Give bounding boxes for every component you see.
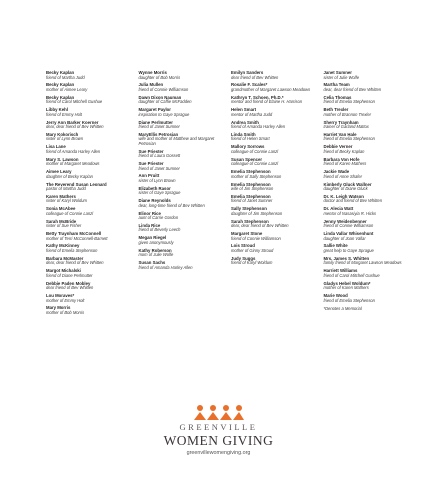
- honoree-relation: mentor and friend of Elaine H. Harrison: [231, 99, 302, 105]
- honoree-entry: [324, 269, 413, 278]
- honoree-entry: [139, 249, 228, 258]
- honoree-relation: sister of Julie Wolfe: [323, 74, 359, 80]
- honoree-relation: mother of Ginny Stroud: [231, 247, 274, 253]
- honoree-relation: mentor of Nasasiyia R. Hicks: [323, 210, 377, 216]
- honoree-relation: doctor and friend of Bev Whitten: [323, 198, 382, 204]
- honoree-relation: wife of Jim Stephenson: [231, 186, 274, 192]
- honoree-relation: colleague of Connie Lanzl: [46, 210, 94, 216]
- honoree-name: Linda Rice: [138, 222, 161, 228]
- column-3: [231, 71, 324, 319]
- honoree-entry: [139, 187, 228, 196]
- honoree-relation: wife and mother of Matthew and Margaret Petrosian: [138, 136, 215, 146]
- honoree-relation: great help to Gaye Sprague: [323, 247, 374, 253]
- honoree-entry: [324, 133, 413, 142]
- honoree-name: Jackie Wade: [323, 169, 350, 175]
- honoree-entry: [46, 83, 135, 92]
- honoree-entry: [139, 96, 228, 105]
- honoree-name: Margaret Paylor: [138, 107, 171, 113]
- honoree-relation: friend of Amanda Harley Allen: [46, 148, 101, 154]
- honoree-relation: friend of Laura Gossett: [138, 153, 181, 159]
- honoree-name: Diane Reynolds: [138, 198, 171, 204]
- honoree-entry: [46, 195, 135, 204]
- honoree-name: Mallory Sorrows: [231, 144, 265, 150]
- honoree-relation: friend of Emelia Stephenson: [323, 297, 375, 303]
- honoree-relation: given anonymously: [138, 239, 174, 245]
- honoree-relation: friend of Emelia Stephenson: [46, 247, 98, 253]
- honoree-entry: [231, 257, 320, 266]
- honoree-name: Susan Spencer: [231, 156, 263, 162]
- honoree-name: Martha Team: [323, 82, 350, 88]
- honoree-name: Aimee Leary: [46, 169, 72, 175]
- honoree-name: Sarah McBride: [46, 218, 77, 224]
- column-1: [46, 71, 139, 319]
- honoree-entry: [46, 96, 135, 105]
- honoree-name: Emilyn Sanders: [231, 70, 264, 75]
- honoree-entry: [231, 71, 320, 80]
- honoree-name: Harriet Van Hale: [323, 131, 357, 137]
- honoree-name: Margot Michalski: [46, 268, 81, 274]
- honoree-name: The Reverend Susan Leonard: [46, 181, 107, 187]
- honoree-name: Libby Kehl: [46, 107, 68, 113]
- honoree-entry: [139, 71, 228, 80]
- honoree-entry: [231, 207, 320, 216]
- honoree-entry: [324, 96, 413, 105]
- honoree-relation: inspiration to Gaye Sprague: [138, 111, 190, 117]
- honoree-name: Susan Sachs: [138, 260, 166, 266]
- honoree-relation: sister of Lynn Brown: [46, 136, 84, 142]
- logo-figures-icon: [194, 404, 244, 420]
- honoree-relation: mother of Bob Morris: [46, 309, 85, 315]
- honoree-entry: [46, 207, 135, 216]
- honoree-entry: [46, 108, 135, 117]
- honoree-name: Jenny Weidenbenner: [323, 218, 367, 224]
- honoree-entry: [231, 133, 320, 142]
- honoree-relation: colleague of Connie Lanzl: [231, 148, 279, 154]
- honoree-name: Linda Vallar Whisenhunt: [323, 231, 374, 237]
- honoree-name: Emelia Stephenson: [231, 181, 271, 187]
- honoree-entry: [231, 121, 320, 130]
- honoree-entry: [139, 224, 228, 233]
- honoree-entry: [46, 121, 135, 130]
- honoree-relation: friend of Carol Mitchell Gushue: [46, 99, 103, 105]
- honoree-relation: trainer of Garland Mattox: [323, 124, 369, 130]
- honoree-name: Debbie Verner: [323, 144, 353, 150]
- honoree-relation: friend of Janet Sumner: [138, 124, 180, 130]
- honoree-relation: mother of Karen Mathers: [323, 285, 369, 291]
- honoree-relation: daughter of Joan Vallar: [323, 235, 366, 241]
- honoree-relation: friend of Janet Sumner: [231, 198, 273, 204]
- honoree-entry: [231, 83, 320, 92]
- honoree-relation: daughter of Jim Stephenson: [231, 210, 283, 216]
- logo-url: greenvillewomengiving.org: [186, 450, 251, 456]
- honoree-name: Kathy Roberson: [138, 247, 172, 253]
- honoree-relation: mother of Margaret Meadows: [46, 161, 100, 167]
- honoree-entry: [324, 145, 413, 154]
- honoree-entry: [324, 170, 413, 179]
- honoree-name: Lois Stroud: [231, 243, 255, 249]
- honoree-entry: [46, 170, 135, 179]
- honoree-relation: colleague of Connie Lanzl: [231, 161, 279, 167]
- honoree-name: Helen Smart: [231, 107, 257, 113]
- honoree-entry: [231, 244, 320, 253]
- honoree-entry: [139, 174, 228, 183]
- honoree-name: Ann Pruitt: [138, 173, 160, 179]
- honoree-entry: [139, 150, 228, 159]
- honoree-entry: [139, 83, 228, 92]
- honoree-entry: [46, 269, 135, 278]
- honoree-entry: [324, 294, 413, 303]
- honoree-name: Janet Sumner: [323, 70, 352, 75]
- honoree-entry: [324, 121, 413, 130]
- honoree-name: Julia Mullen: [138, 82, 164, 88]
- honoree-name: Sue Priester: [138, 148, 164, 154]
- honoree-relation: mother of Sally Stephenson: [231, 173, 282, 179]
- honoree-relation: dear, dear friend of Bev Whitten: [46, 124, 104, 130]
- honoree-entry: [324, 207, 413, 216]
- honoree-name: Mary Morris: [46, 305, 71, 311]
- honoree-relation: friend of Emmy Holt: [46, 111, 82, 117]
- honoree-relation: friend of Amanda Harley Allen: [138, 264, 193, 270]
- honoree-name: Becky Kaplan: [46, 94, 75, 100]
- honoree-relation: friend of Martha Judd: [46, 74, 85, 80]
- honoree-name: Beth Trexler: [323, 107, 349, 113]
- honoree-relation: friend of Connie Williamson: [138, 86, 189, 92]
- honoree-entry: [324, 244, 413, 253]
- honoree-entry: [324, 220, 413, 229]
- honoree-entry: [231, 96, 320, 105]
- honoree-name: Gladys Hebel Woldum*: [323, 280, 371, 286]
- honoree-entry: [231, 232, 320, 241]
- honoree-name: Dr. Alecia Watt: [323, 206, 354, 212]
- honoree-relation: daughter of Caffie McFadden: [138, 99, 192, 105]
- memorial-footnote: *Denotes a Memorial: [323, 306, 362, 312]
- honoree-relation: pastor of Martha Judd: [46, 186, 86, 192]
- logo-line-2: WOMEN GIVING: [163, 433, 274, 448]
- honoree-entry: [324, 158, 413, 167]
- honoree-relation: daughter of Bob Morris: [138, 74, 181, 80]
- honoree-entry: [139, 212, 228, 221]
- honoree-entry: [46, 220, 135, 229]
- honoree-relation: dear, dear friend of Bev Whitten: [46, 260, 104, 266]
- honoree-entry: [231, 195, 320, 204]
- honoree-entry: [139, 133, 228, 146]
- honoree-relation: friend of Connie Williamson: [231, 235, 281, 241]
- honoree-name: Debbie Paden Mobley: [46, 280, 91, 286]
- honoree-entry: [46, 183, 135, 192]
- honoree-name: Betty Traynham McConnell: [46, 231, 102, 237]
- column-2: [139, 71, 232, 319]
- honoree-name: Sallie White: [323, 243, 348, 249]
- honoree-entry: [46, 158, 135, 167]
- honoree-entry: [46, 306, 135, 315]
- honoree-relation: friend of Janet Sumner: [138, 165, 180, 171]
- honoree-name: MaryEllis Petrosian: [138, 131, 179, 137]
- honoree-name: Judy Suggs: [231, 255, 256, 261]
- honoree-relation: friend of Karyl Woldum: [231, 260, 273, 266]
- honoree-entry: [46, 232, 135, 241]
- honoree-relation: dear friend of Bev Whitten: [231, 74, 279, 80]
- honoree-entry: [231, 183, 320, 192]
- honoree-relation: sister of Karyl Woldum: [46, 198, 87, 204]
- honoree-relation: grandmother of Margaret Lawson Meadows: [231, 86, 311, 92]
- logo-line-1: GREENVILLE: [179, 422, 258, 432]
- honoree-entry: [231, 108, 320, 117]
- honoree-entry: [324, 183, 413, 192]
- honoree-name: Becky Kaplan: [46, 82, 75, 88]
- honoree-name: Linda Smith: [231, 131, 256, 137]
- honoree-entry: [46, 133, 135, 142]
- greenville-women-giving-logo: [0, 404, 437, 456]
- honoree-entry: [46, 294, 135, 303]
- honoree-name: Mrs. James S. Whitten: [323, 255, 370, 261]
- honoree-relation: mentor of Martha Judd: [231, 111, 273, 117]
- honoree-name: Barbara Von Hofe: [323, 156, 360, 162]
- honoree-entry: [324, 257, 413, 266]
- honoree-name: Elizabeth Rasor: [138, 185, 171, 191]
- honoree-entry: [139, 261, 228, 270]
- honoree-relation: dear, dear friend of Bev Whitten: [323, 86, 382, 92]
- honoree-relation: friend of Beverly Leech: [138, 227, 181, 233]
- honoree-entry: [324, 195, 413, 204]
- honoree-name: Emelia Stephenson: [231, 169, 271, 175]
- honoree-relation: sister of Lynn Brown: [138, 177, 176, 183]
- honoree-relation: friend of Anne Shafer: [323, 173, 363, 179]
- honor-roll-columns: [46, 71, 416, 319]
- honoree-entry: [46, 145, 135, 154]
- honoree-name: Celia Thomas: [323, 94, 352, 100]
- honoree-entry: [324, 83, 413, 92]
- honoree-entry: [324, 71, 413, 80]
- honoree-entry: [324, 282, 413, 291]
- honoree-name: Andrea Smith: [231, 119, 259, 125]
- honoree-name: Lou Moraves*: [46, 293, 75, 299]
- honoree-name: Becky Kaplan: [46, 70, 75, 75]
- honoree-relation: friend of Helen Smart: [231, 136, 270, 142]
- honoree-entry: [231, 220, 320, 229]
- honoree-entry: [46, 257, 135, 266]
- honoree-name: Sherry Traynham: [323, 119, 359, 125]
- honoree-relation: friend of Becky Kaplan: [323, 148, 365, 154]
- honoree-name: Sarah Stephenson: [231, 218, 269, 224]
- honoree-entry: [139, 162, 228, 171]
- honoree-name: Mary S. Lawson: [46, 156, 79, 162]
- honoree-name: Emelia Stephenson: [231, 193, 271, 199]
- honoree-entry: [139, 236, 228, 245]
- honoree-relation: friend of Amanda Harley Allen: [231, 124, 286, 130]
- honoree-relation: mother of Aimee Leary: [46, 86, 88, 92]
- honoree-relation: dear, long-time friend of Bev Whitten: [138, 202, 205, 208]
- honoree-name: Diane Perlmutter: [138, 119, 173, 125]
- honoree-entry: [46, 71, 135, 80]
- honoree-relation: daughter of Diane Gluck: [323, 186, 368, 192]
- honoree-relation: friend of Connie Williamson: [323, 223, 374, 229]
- honoree-name: Margaret Stone: [231, 231, 263, 237]
- honoree-name: Rosalie F. Scales*: [231, 82, 268, 88]
- honoree-name: Sue Priester: [138, 161, 164, 167]
- honoree-name: Dawn Dixon Nauman: [138, 94, 182, 100]
- honoree-entry: [324, 232, 413, 241]
- honoree-relation: friend of Diane Perlmutter: [46, 272, 93, 278]
- honoree-relation: sister of Gaye Sprague: [138, 190, 181, 196]
- honoree-relation: friend of Karen Mathers: [323, 161, 367, 167]
- honoree-entry: [139, 121, 228, 130]
- honoree-name: Elinor Rice: [138, 210, 161, 216]
- honoree-entry: [139, 108, 228, 117]
- honoree-name: Dr. K. Leigh Watson: [323, 193, 364, 199]
- honoree-name: Lisa Lane: [46, 144, 66, 150]
- column-4: [324, 71, 417, 319]
- honoree-entry: [231, 145, 320, 154]
- honoree-entry: [231, 158, 320, 167]
- honoree-name: Sonia McAbee: [46, 206, 76, 212]
- honoree-name: Sally Stephenson: [231, 206, 267, 212]
- honoree-name: Barbara McMaster: [46, 255, 84, 261]
- honoree-relation: daughter of Becky Kaplan: [46, 173, 93, 179]
- honoree-relation: aunt of Carrie Gordon: [138, 215, 179, 221]
- honoree-name: Wynne Morris: [138, 70, 167, 75]
- honoree-entry: [139, 199, 228, 208]
- honoree-name: Harriett Williams: [323, 268, 358, 274]
- honoree-relation: dear, dear friend of Bev Whitten: [231, 223, 289, 229]
- honoree-name: Marie Wood: [323, 293, 348, 299]
- honoree-relation: sister of Sue Fisher: [46, 223, 82, 229]
- honoree-entry: [231, 170, 320, 179]
- honoree-relation: dear friend of Bev Whitten: [46, 285, 94, 291]
- honoree-name: Kimberly Gluck Wallner: [323, 181, 372, 187]
- honoree-entry: [46, 282, 135, 291]
- honoree-relation: mom of Julie Wolfe: [138, 252, 174, 258]
- honoree-entry: [324, 108, 413, 117]
- honoree-relation: mother of Terri McConnell-Barnett: [46, 235, 108, 241]
- honoree-name: Megan Riegel: [138, 235, 167, 241]
- honoree-name: Jerry Ann Barker Koerner: [46, 119, 99, 125]
- honoree-name: Karen Mathers: [46, 193, 76, 199]
- honoree-relation: family friend of Margaret Lawson Meadows: [323, 260, 402, 266]
- honoree-relation: mother of Brannon Trexler: [323, 111, 371, 117]
- honoree-relation: friend of Carol Mitchell Gushue: [323, 272, 380, 278]
- honoree-name: Mary Kokorisch: [46, 131, 79, 137]
- honoree-name: Kathy McKinney: [46, 243, 80, 249]
- honoree-name: Kathryn T. Schoen, Ph.D.*: [231, 94, 284, 100]
- honoree-entry: [46, 244, 135, 253]
- honoree-relation: friend of Emelia Stephenson: [323, 136, 375, 142]
- honoree-relation: friend of Emelia Stephenson: [323, 99, 375, 105]
- honoree-relation: mother of Emmy Holt: [46, 297, 85, 303]
